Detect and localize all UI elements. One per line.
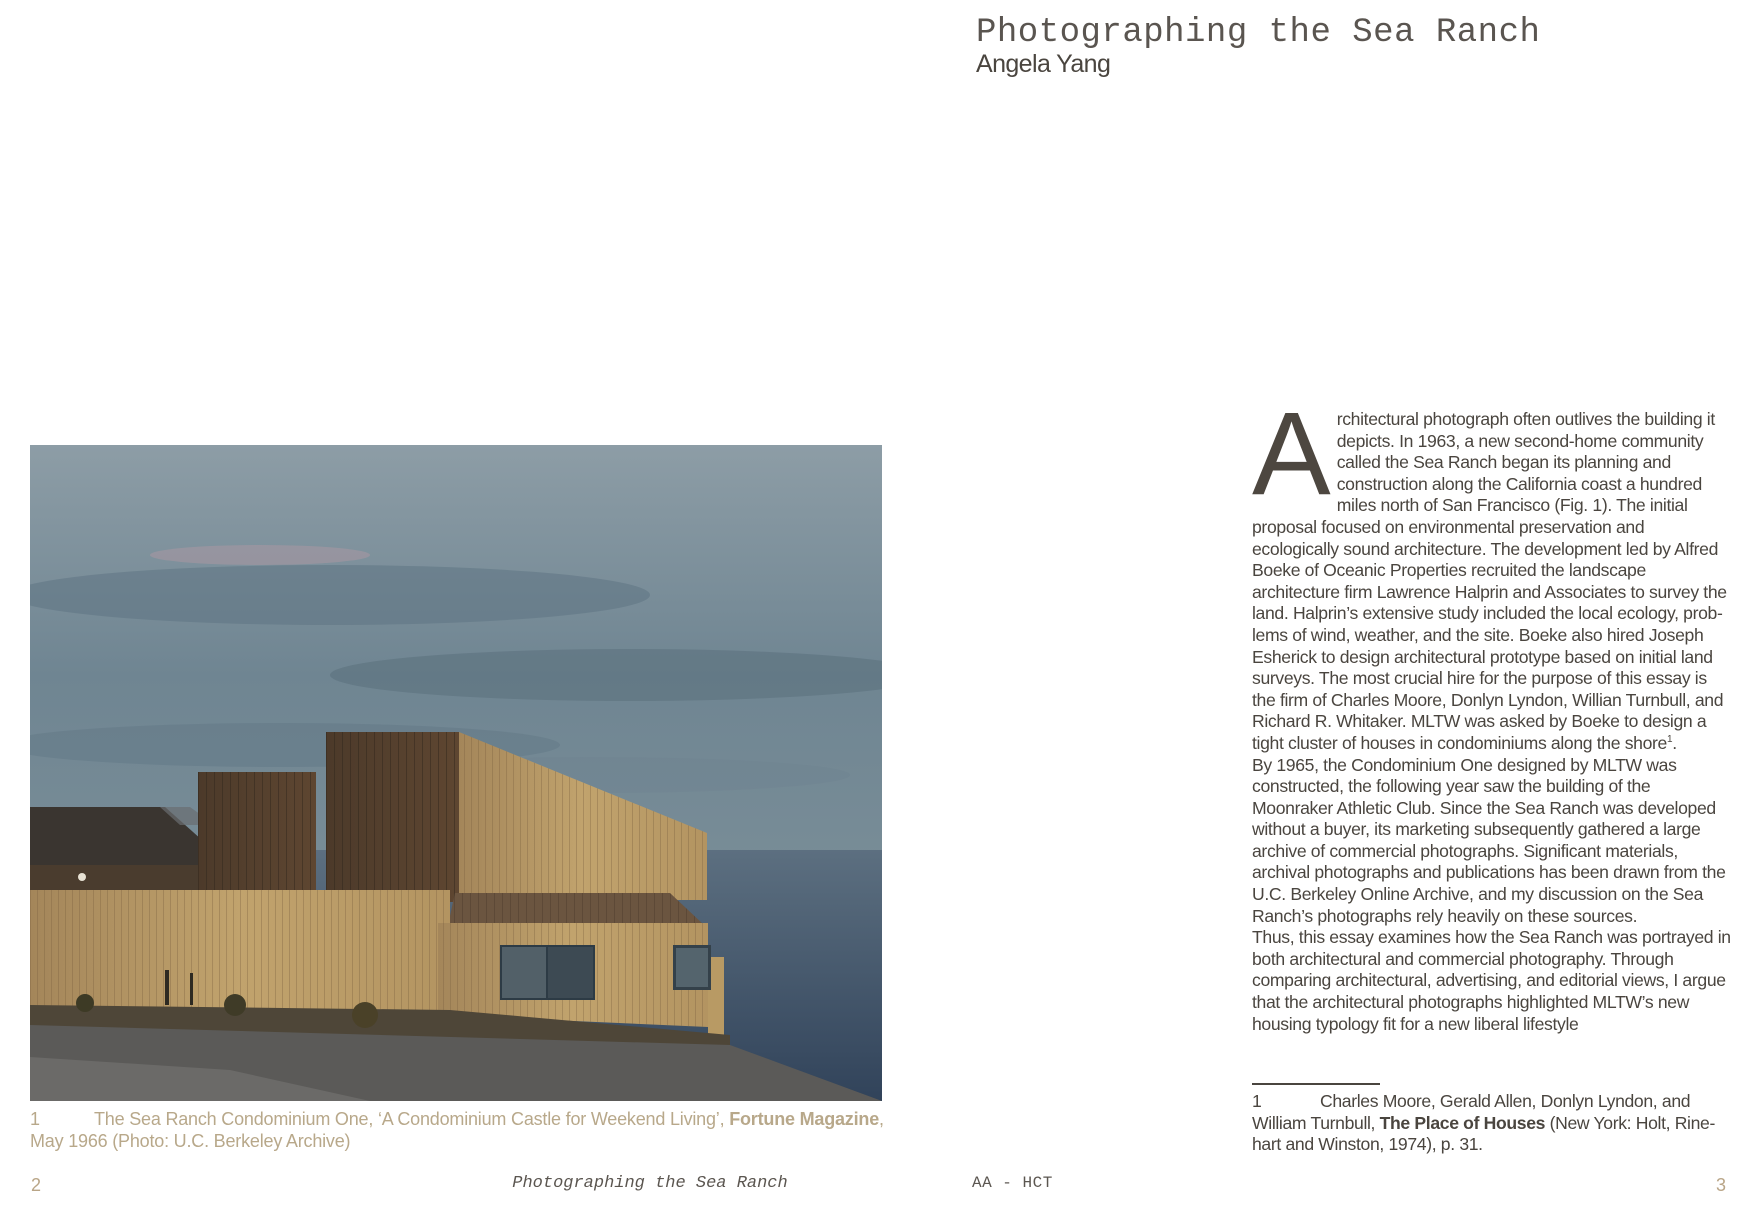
paragraph-1-text: rchitectural photograph often outlives the building it depicts. In 1963, a new second-home community called the Sea Ranch began its planning and construction along the California coast a hundred miles north of San Francisco (Fig. 1). The initial proposal focused on environmental preservation and ecologically sound architecture. The development led by Alfred Boeke of Oceanic Properties recruited the landscape architecture firm Lawrence Halprin and Associates to survey the land. Halprin’s extensive study included the local ecology, problems of wind, weather, and the site. Boeke also hired Joseph Esherick to design architectural prototype based on initial land surveys. The most crucial hire for the purpose of this essay is the firm of Charles Moore, Donlyn Lyndon, Willian Turnbull, and Richard R. Whitaker. MLTW was asked by Boeke to design a tight cluster of houses in condominiums along the shore (1252, 409, 1727, 753)
footnote-text: Charles Moore, Gerald Allen, Donlyn Lyndon, and William Turnbull, (1252, 1091, 1691, 1133)
paragraph-3: Thus, this essay examines how the Sea Ranch was portrayed in both architectural and commercial photography. Through comparing architectural, advertising, and editorial views, I argue that the architectural photographs highlighted MLTW’s new housing typology fit for a new liberal lifestyle (1252, 927, 1731, 1034)
author-name: Angela Yang (976, 50, 1111, 78)
caption-source: Fortune Magazine (729, 1109, 880, 1129)
essay-title: Photographing the Sea Ranch (976, 14, 1541, 52)
paragraph-2: By 1965, the Condominium One designed by MLTW was constructed, the following year saw the building of the Moonraker Athletic Club. Since the Sea Ranch was developed without a buyer, its marketing subsequently gathered a large archive of commercial photographs. Significant materials, archival photographs and publications has been drawn from the U.C. Berkeley Online Archive, and my discussion on the Sea Ranch’s photographs rely heavily on these sources. (1252, 754, 1726, 926)
running-title: Photographing the Sea Ranch (512, 1174, 788, 1193)
footnote-reference[interactable]: 1 (1666, 734, 1673, 746)
essay-body (1252, 388, 1732, 1035)
footnote-text-end: (New York: Holt, Rinehart and Winston, 1974), p. 31. (1252, 1112, 1716, 1155)
sea-ranch-photo-illustration (30, 445, 882, 1101)
caption-number: 1 (30, 1109, 40, 1129)
journal-name: AA - HCT (972, 1174, 1053, 1192)
caption-text: The Sea Ranch Condominium One, ‘A Condominium Castle for Weekend Living’, (94, 1109, 730, 1129)
figure-1-caption (30, 1108, 890, 1152)
paragraph-1-end: . (1672, 732, 1677, 753)
folio-left: 2 (31, 1175, 42, 1195)
footnote-1 (1252, 1091, 1732, 1156)
footnote-number: 1 (1252, 1091, 1262, 1111)
figure-1-photo (30, 445, 882, 1101)
paragraph-1 (1252, 388, 1732, 755)
footnote-divider (1252, 1083, 1380, 1085)
footnote-book-title: The Place of Houses (1379, 1112, 1546, 1133)
caption-text-end: , May 1966 (Photo: U.C. Berkeley Archive) (30, 1109, 884, 1151)
folio-right: 3 (1716, 1175, 1727, 1195)
drop-cap: A (1252, 388, 1331, 520)
